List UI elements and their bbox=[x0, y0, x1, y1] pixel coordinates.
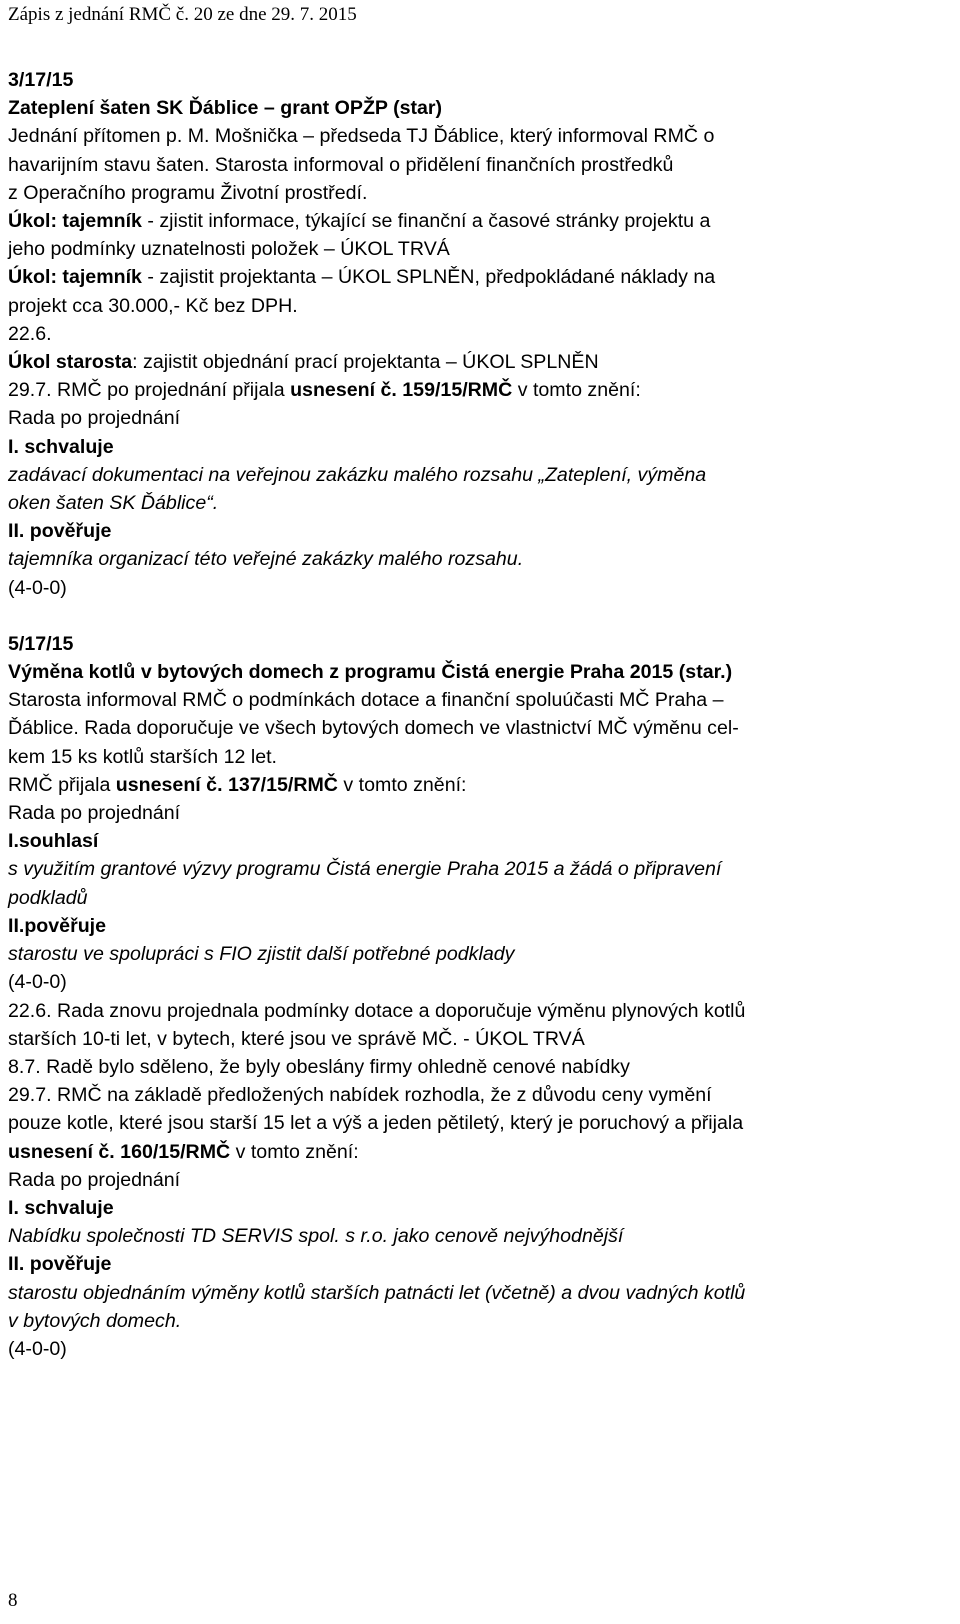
text-run: starostu ve spolupráci s FIO zjistit další potřebné podklady bbox=[8, 943, 515, 966]
text-line bbox=[8, 827, 952, 855]
text-line bbox=[8, 292, 952, 320]
text-run: Ďáblice. Rada doporučuje ve všech bytových domech ve vlastnictví MČ výměnu cel- bbox=[8, 717, 739, 740]
text-line bbox=[8, 545, 952, 573]
text-line bbox=[8, 461, 952, 489]
text-line bbox=[8, 1109, 952, 1137]
text-line bbox=[8, 771, 952, 799]
text-run: Rada po projednání bbox=[8, 802, 181, 825]
section-gap bbox=[8, 602, 952, 630]
text-line bbox=[8, 630, 952, 658]
text-line bbox=[8, 574, 952, 602]
text-line bbox=[8, 968, 952, 996]
text-line bbox=[8, 1194, 952, 1222]
text-run: - zjistit informace, týkající se finanční a časové stránky projektu a bbox=[141, 210, 711, 233]
text-line bbox=[8, 404, 952, 432]
text-line bbox=[8, 122, 952, 150]
text-run: pouze kotle, které jsou starší 15 let a výš a jeden pětiletý, který je poruchový a přijala bbox=[8, 1112, 744, 1135]
text-run: Úkol: tajemník bbox=[8, 210, 142, 233]
text-line bbox=[8, 1335, 952, 1363]
text-run: Rada po projednání bbox=[8, 407, 181, 430]
text-run: Jednání přítomen p. M. Mošnička – předseda TJ Ďáblice, který informoval RMČ o bbox=[8, 125, 715, 148]
text-run: 29.7. RMČ po projednání přijala bbox=[8, 379, 291, 402]
text-run: (4-0-0) bbox=[8, 1337, 67, 1360]
text-run: v tomto znění: bbox=[230, 1140, 359, 1163]
text-line bbox=[8, 855, 952, 883]
text-run: s využitím grantové výzvy programu Čistá energie Praha 2015 a žádá o připravení bbox=[8, 858, 722, 881]
text-line bbox=[8, 1166, 952, 1194]
text-run: v tomto znění: bbox=[512, 379, 641, 402]
text-run: usnesení č. 160/15/RMČ bbox=[8, 1140, 231, 1163]
text-run: usnesení č. 137/15/RMČ bbox=[115, 773, 338, 796]
text-run: 8.7. Radě bylo sděleno, že byly obeslány firmy ohledně cenové nabídky bbox=[8, 1055, 630, 1078]
text-run: Zateplení šaten SK Ďáblice – grant OPŽP (star) bbox=[8, 97, 443, 120]
text-run: - zajistit projektanta – ÚKOL SPLNĚN, předpokládané náklady na bbox=[141, 266, 716, 289]
text-run: projekt cca 30.000,- Kč bez DPH. bbox=[8, 294, 298, 317]
text-line bbox=[8, 263, 952, 291]
text-line bbox=[8, 799, 952, 827]
text-line bbox=[8, 1081, 952, 1109]
text-line bbox=[8, 207, 952, 235]
text-run: I. schvaluje bbox=[8, 435, 114, 458]
text-run: starostu objednáním výměny kotlů starších patnácti let (včetně) a dvou vadných kotlů bbox=[8, 1281, 746, 1304]
text-run: II. pověřuje bbox=[8, 520, 112, 543]
text-line bbox=[8, 1250, 952, 1278]
text-run: Starosta informoval RMČ o podmínkách dotace a finanční spoluúčasti MČ Praha – bbox=[8, 689, 724, 712]
text-line bbox=[8, 1138, 952, 1166]
text-run: : zajistit objednání prací projektanta – ÚKOL SPLNĚN bbox=[132, 351, 599, 374]
text-line bbox=[8, 517, 952, 545]
text-line bbox=[8, 912, 952, 940]
text-run: 5/17/15 bbox=[8, 632, 74, 655]
document-header: Zápis z jednání RMČ č. 20 ze dne 29. 7. 2015 bbox=[8, 4, 357, 25]
text-line bbox=[8, 66, 952, 94]
text-line bbox=[8, 884, 952, 912]
text-line bbox=[8, 658, 952, 686]
text-line bbox=[8, 743, 952, 771]
text-line bbox=[8, 320, 952, 348]
text-line bbox=[8, 94, 952, 122]
text-run: II. pověřuje bbox=[8, 1253, 112, 1276]
text-line bbox=[8, 1222, 952, 1250]
text-run: (4-0-0) bbox=[8, 576, 67, 599]
text-line bbox=[8, 376, 952, 404]
text-line bbox=[8, 1279, 952, 1307]
text-line bbox=[8, 1053, 952, 1081]
text-run: 3/17/15 bbox=[8, 69, 74, 91]
text-run: havarijním stavu šaten. Starosta informoval o přidělení finančních prostředků bbox=[8, 153, 674, 176]
text-run: (4-0-0) bbox=[8, 971, 67, 994]
text-run: kem 15 ks kotlů starších 12 let. bbox=[8, 745, 277, 768]
text-run: 22.6. Rada znovu projednala podmínky dotace a doporučuje výměnu plynových kotlů bbox=[8, 999, 746, 1022]
text-run: 159/15/RMČ bbox=[402, 379, 513, 402]
text-run: podkladů bbox=[8, 886, 88, 909]
agenda-section bbox=[8, 630, 952, 1363]
text-run: v tomto znění: bbox=[337, 773, 467, 796]
text-run: zadávací dokumentaci na veřejnou zakázku malého rozsahu „Zateplení, výměna bbox=[8, 463, 707, 486]
agenda-section bbox=[8, 66, 952, 602]
text-run: tajemníka organizací této veřejné zakázky malého rozsahu. bbox=[8, 548, 524, 571]
document-body bbox=[8, 66, 952, 1363]
text-run: Úkol: tajemník bbox=[8, 266, 142, 289]
text-line bbox=[8, 686, 952, 714]
text-line bbox=[8, 1307, 952, 1335]
text-line bbox=[8, 714, 952, 742]
text-run: Nabídku společnosti TD SERVIS spol. s r.o. jako cenově nejvýhodnější bbox=[8, 1225, 624, 1248]
text-line bbox=[8, 997, 952, 1025]
text-run: RMČ přijala bbox=[8, 773, 116, 796]
page-number: 8 bbox=[8, 1590, 18, 1611]
text-run: II.pověřuje bbox=[8, 914, 106, 937]
text-run: oken šaten SK Ďáblice“. bbox=[8, 492, 219, 515]
text-line bbox=[8, 348, 952, 376]
text-run: Výměna kotlů v bytových domech z programu Čistá energie Praha 2015 (star.) bbox=[8, 661, 733, 684]
text-line bbox=[8, 1025, 952, 1053]
text-run: Úkol starosta bbox=[8, 351, 133, 374]
text-run: jeho podmínky uznatelnosti položek – ÚKOL TRVÁ bbox=[8, 238, 450, 261]
text-run: z Operačního programu Životní prostředí. bbox=[8, 181, 368, 204]
text-line bbox=[8, 151, 952, 179]
text-run: starších 10-ti let, v bytech, které jsou ve správě MČ. - ÚKOL TRVÁ bbox=[8, 1027, 585, 1050]
text-line bbox=[8, 433, 952, 461]
text-run: 29.7. RMČ na základě předložených nabídek rozhodla, že z důvodu ceny vymění bbox=[8, 1084, 712, 1107]
text-line bbox=[8, 179, 952, 207]
text-run: I. schvaluje bbox=[8, 1196, 114, 1219]
text-run: v bytových domech. bbox=[8, 1309, 182, 1332]
text-run: I.souhlasí bbox=[8, 830, 99, 853]
text-run: Rada po projednání bbox=[8, 1168, 181, 1191]
text-line bbox=[8, 940, 952, 968]
text-run: 22.6. bbox=[8, 322, 52, 345]
text-line bbox=[8, 489, 952, 517]
text-line bbox=[8, 235, 952, 263]
text-run: usnesení č. bbox=[290, 379, 397, 402]
